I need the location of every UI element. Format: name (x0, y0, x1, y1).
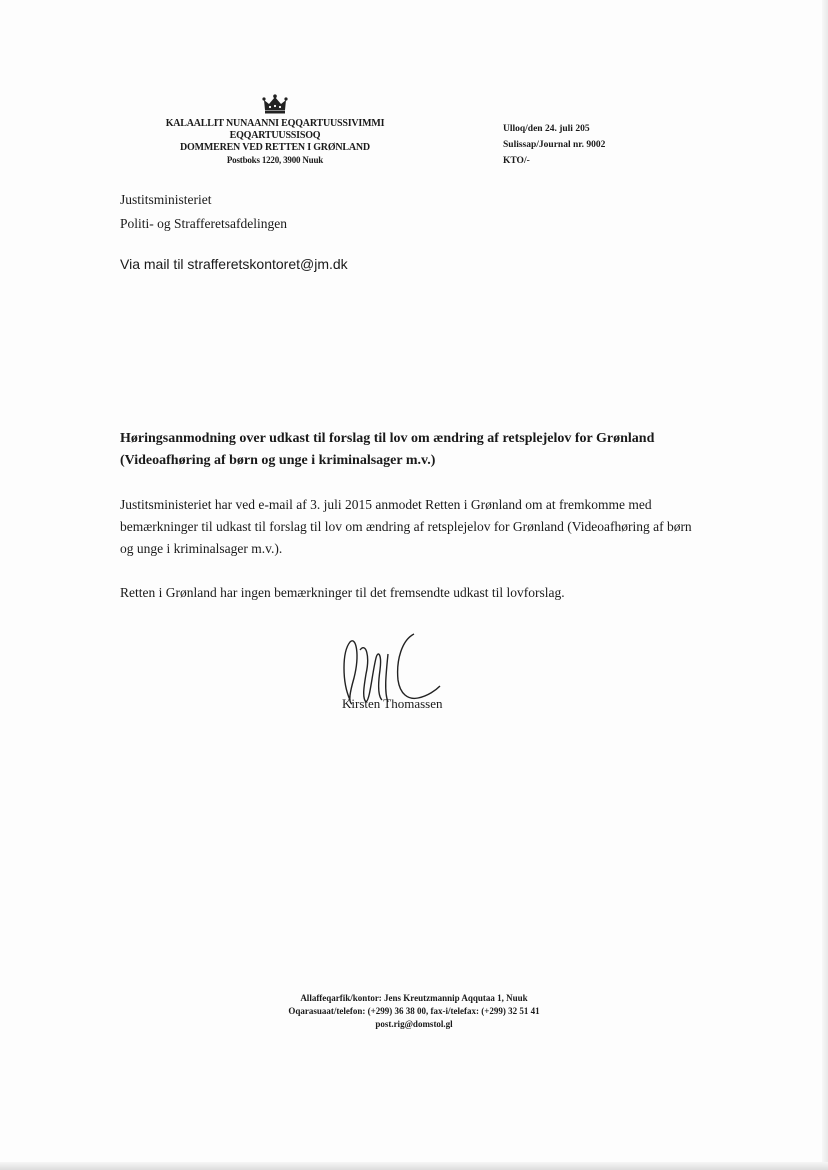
initials: KTO/- (503, 156, 530, 166)
scan-edge-right (822, 0, 828, 1170)
signer-name: Kirsten Thomassen (342, 696, 443, 711)
crown-icon (262, 94, 288, 114)
letterhead-line-2: EQQARTUUSSISOQ (229, 130, 321, 141)
via-mail-line: Via mail til strafferetskontoret@jm.dk (120, 256, 348, 272)
letterhead-address: Postboks 1220, 3900 Nuuk (226, 155, 324, 165)
subject-heading: Høringsanmodning over udkast til forslag til lov om ændring af retsplejelov for Grønland (Videoafhøring af børn og unge i kriminalsager m.v.) (120, 431, 655, 468)
recipient-line-1: Justitsministeriet (120, 192, 212, 207)
footer-email: post.rig@domstol.gl (375, 1019, 453, 1029)
letterhead-line-3: DOMMEREN VED RETTEN I GRØNLAND (180, 142, 370, 153)
court-letterhead (110, 118, 440, 166)
letter-body (120, 494, 700, 626)
footer-address: Allaffeqarfik/kontor: Jens Kreutzmannip Aqqutaa 1, Nuuk (300, 993, 528, 1003)
letter-date: Ulloq/den 24. juli 205 (503, 124, 590, 134)
letterhead-line-1: KALAALLIT NUNAANNI EQQARTUUSSIVIMMI (165, 118, 385, 129)
court-footer (164, 992, 664, 1031)
scan-edge-bottom (0, 1162, 828, 1170)
body-paragraph-2: Retten i Grønland har ingen bemærkninger til det fremsendte udkast til lovforslag. (120, 585, 565, 600)
footer-phone: Oqarasuaat/telefon: (+299) 36 38 00, fax-i/telefax: (+299) 32 51 41 (288, 1006, 540, 1016)
recipient-block (120, 188, 287, 236)
journal-number: Sulissap/Journal nr. 9002 (503, 140, 606, 150)
reference-block (503, 121, 703, 169)
recipient-line-2: Politi- og Strafferetsafdelingen (120, 216, 287, 231)
body-paragraph-1: Justitsministeriet har ved e-mail af 3. juli 2015 anmodet Retten i Grønland om at fremkomme med bemærkninger til udkast til forslag til lov om ændring af retsplejelov for Grønland (Videoafhøring af børn og unge i kriminalsager m.v.). (120, 497, 692, 556)
